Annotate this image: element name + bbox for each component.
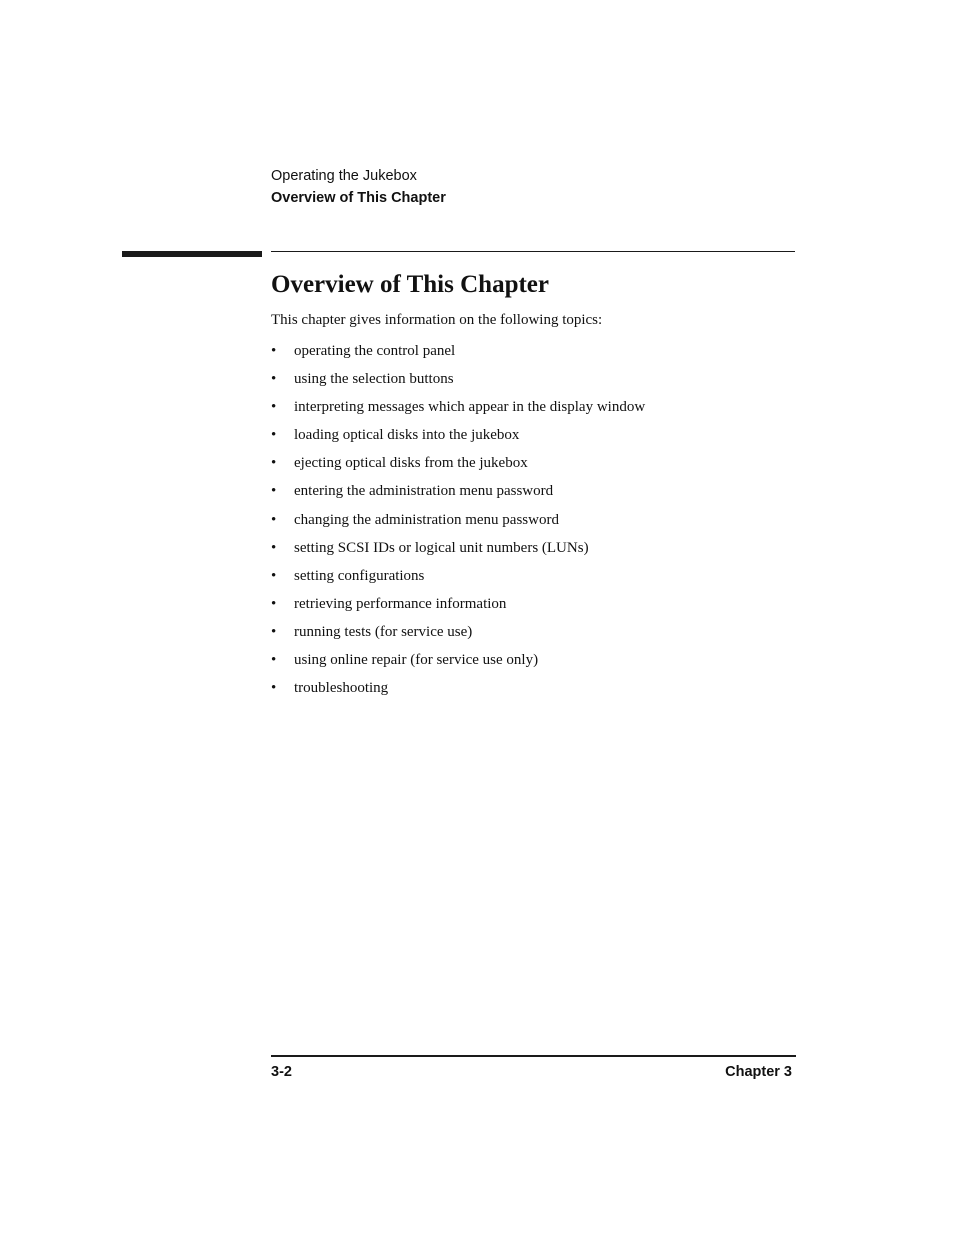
list-item-text: loading optical disks into the jukebox <box>294 427 520 444</box>
bullet-icon: • <box>271 399 277 416</box>
list-item <box>271 510 645 538</box>
list-item-text: ejecting optical disks from the jukebox <box>294 455 528 472</box>
list-item <box>271 481 645 509</box>
list-item-text: retrieving performance information <box>294 595 507 612</box>
list-item <box>271 369 645 397</box>
list-item-text: running tests (for service use) <box>294 623 473 640</box>
header-section-title: Overview of This Chapter <box>271 190 446 206</box>
section-divider <box>271 251 795 252</box>
list-item <box>271 425 645 453</box>
list-item <box>271 538 645 566</box>
list-item-text: using online repair (for service use only) <box>294 652 539 669</box>
running-header <box>271 165 446 209</box>
list-item <box>271 594 645 622</box>
bullet-icon: • <box>271 539 277 556</box>
bullet-icon: • <box>271 595 277 612</box>
list-item-text: setting configurations <box>294 567 425 584</box>
bullet-icon: • <box>271 371 277 388</box>
list-item-text: operating the control panel <box>294 343 456 359</box>
topic-list <box>271 341 645 706</box>
list-item <box>271 397 645 425</box>
bullet-icon: • <box>271 623 277 640</box>
list-item-text: changing the administration menu password <box>294 511 559 528</box>
page-title: Overview of This Chapter <box>271 271 549 298</box>
bullet-icon: • <box>271 427 277 444</box>
section-marker-bar <box>122 251 262 257</box>
list-item-text: troubleshooting <box>294 680 389 697</box>
list-item <box>271 650 645 678</box>
list-item-text: setting SCSI IDs or logical unit numbers (LUNs) <box>294 539 589 556</box>
bullet-icon: • <box>271 652 277 669</box>
list-item <box>271 622 645 650</box>
bullet-icon: • <box>271 680 277 697</box>
list-item-text: using the selection buttons <box>294 371 454 388</box>
footer-chapter-label: Chapter 3 <box>725 1064 792 1080</box>
bullet-icon: • <box>271 343 277 359</box>
list-item <box>271 453 645 481</box>
list-item-text: interpreting messages which appear in the display window <box>294 399 646 416</box>
list-item <box>271 341 645 369</box>
page-number: 3-2 <box>271 1064 292 1080</box>
footer-divider <box>271 1055 796 1057</box>
bullet-icon: • <box>271 567 277 584</box>
bullet-icon: • <box>271 455 277 472</box>
header-chapter-title: Operating the Jukebox <box>271 168 417 184</box>
bullet-icon: • <box>271 483 277 500</box>
bullet-icon: • <box>271 511 277 528</box>
list-item-text: entering the administration menu password <box>294 483 554 500</box>
list-item <box>271 678 645 706</box>
intro-paragraph: This chapter gives information on the following topics: <box>271 312 603 328</box>
list-item <box>271 566 645 594</box>
